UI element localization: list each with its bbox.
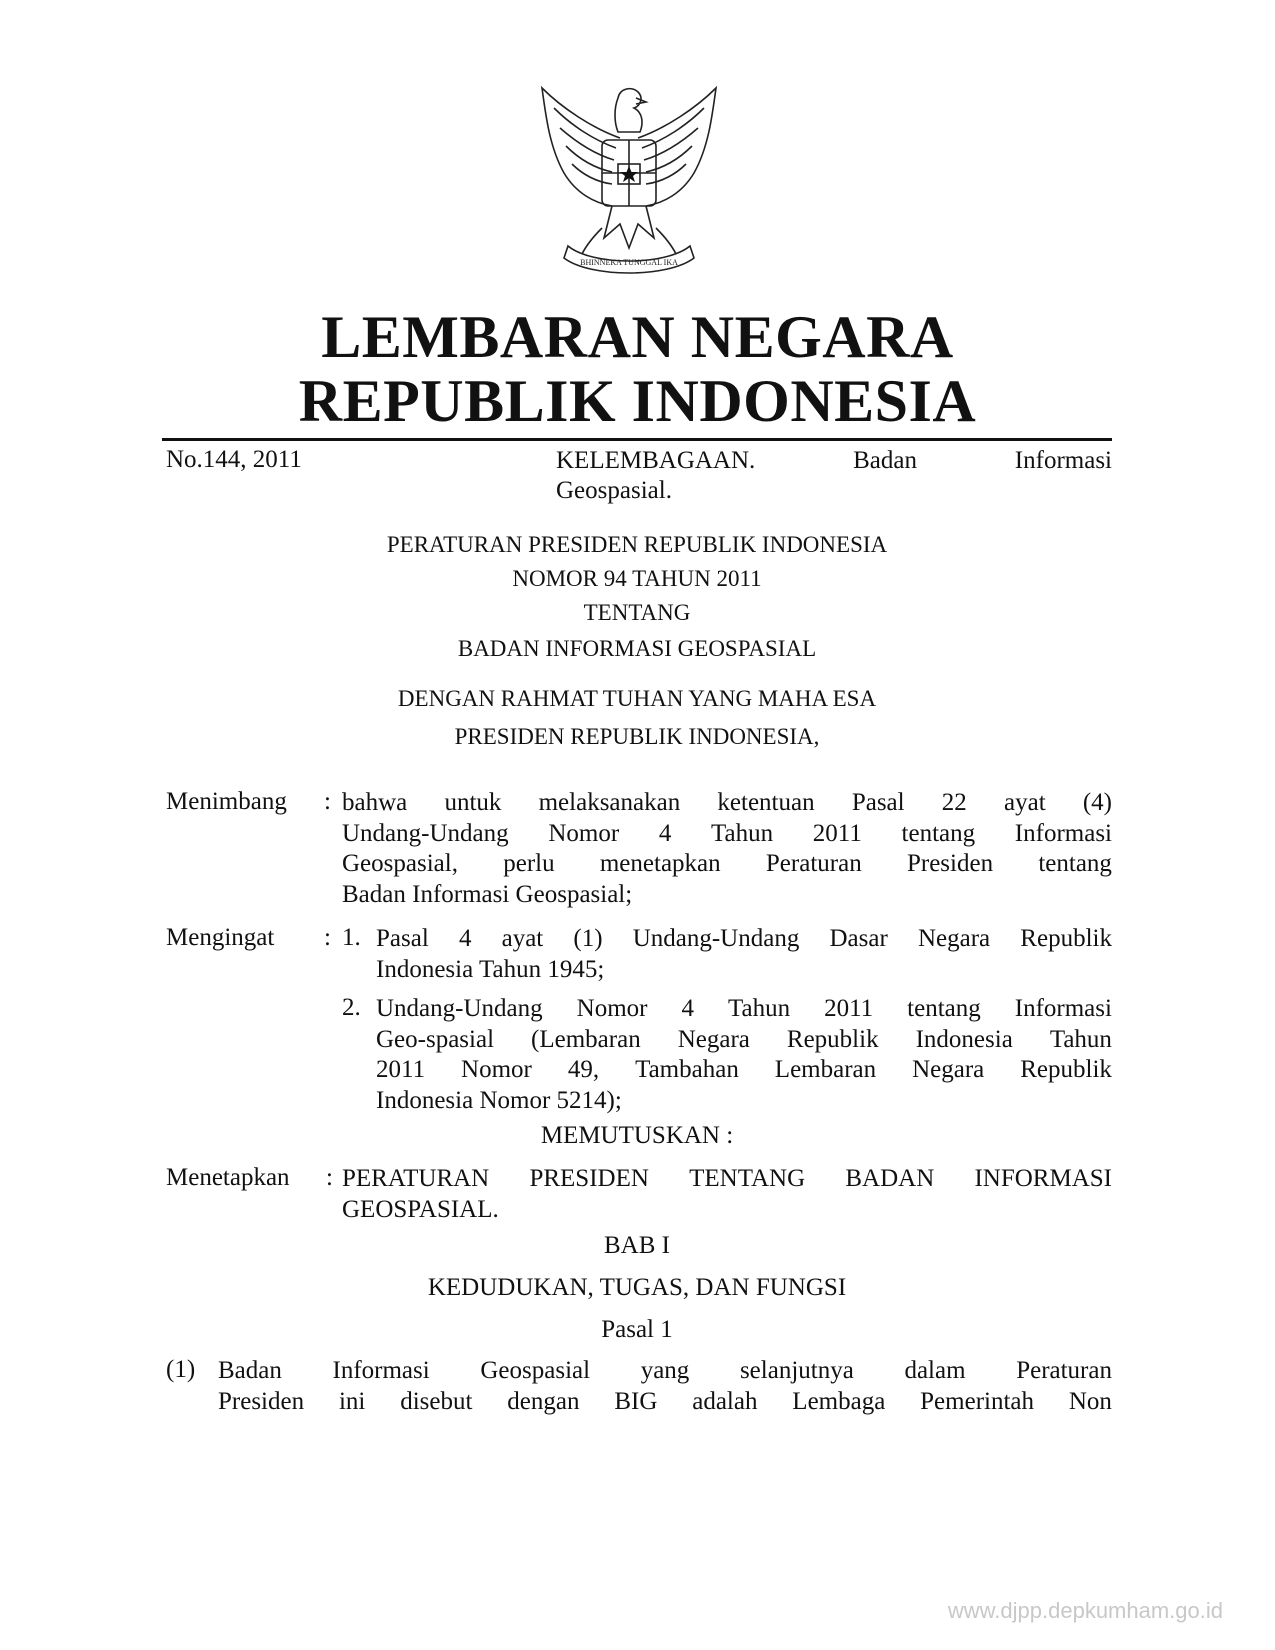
text-word: Non	[1068, 1387, 1112, 1415]
mengingat-line: Indonesia Nomor 5214);	[376, 1086, 622, 1114]
text-word: Undang-Undang	[342, 819, 509, 847]
pasal-text	[218, 1356, 1112, 1417]
text-word: Tahun	[1049, 1025, 1112, 1053]
text-word: Undang-Undang	[632, 925, 800, 952]
text-word: INFORMASI	[974, 1165, 1112, 1192]
pasal-line	[218, 1356, 1112, 1387]
text-word: Geospasial,	[342, 850, 458, 877]
text-word: 4	[458, 925, 472, 952]
text-word: Nomor	[576, 995, 648, 1022]
text-word: Informasi	[1014, 995, 1112, 1022]
text-word: tentang	[901, 819, 976, 847]
text-word: 4	[681, 995, 694, 1022]
garuda-pancasila-emblem-icon	[532, 78, 726, 278]
text-word: 2011	[812, 819, 862, 847]
text-word: Indonesia	[915, 1025, 1013, 1053]
text-word: (Lembaran	[531, 1025, 641, 1053]
text-word: selanjutnya	[739, 1357, 854, 1384]
text-word: Informasi	[332, 1357, 430, 1384]
text-word: TENTANG	[689, 1165, 806, 1192]
menimbang-line	[342, 788, 1112, 819]
text-word: tentang	[907, 995, 981, 1022]
issue-category-word: Informasi	[1014, 447, 1112, 474]
text-word: BADAN	[845, 1165, 935, 1192]
menimbang-line: Badan Informasi Geospasial;	[342, 880, 633, 908]
menimbang-colon: :	[324, 788, 331, 815]
menimbang-label: Menimbang	[166, 788, 287, 815]
text-word: dalam	[904, 1357, 966, 1384]
text-word: Negara	[912, 1056, 985, 1083]
text-word: 2011	[376, 1056, 426, 1083]
text-word: ayat	[1004, 789, 1046, 816]
text-word: melaksanakan	[538, 789, 681, 816]
text-word: Tahun	[727, 995, 791, 1022]
menetapkan-text	[342, 1164, 1112, 1225]
mengingat-line: Indonesia Tahun 1945;	[376, 955, 605, 983]
bab-title: BAB I	[604, 1232, 670, 1259]
text-word: yang	[640, 1357, 690, 1384]
text-word: Republik	[786, 1025, 879, 1053]
text-word: Lembaran	[774, 1056, 877, 1083]
mengingat-line	[376, 924, 1112, 955]
text-word: 2011	[824, 995, 874, 1022]
regulation-title: PERATURAN PRESIDEN REPUBLIK INDONESIA	[386, 532, 888, 557]
bab-subtitle: KEDUDUKAN, TUGAS, DAN FUNGSI	[427, 1274, 847, 1301]
menetapkan-line	[342, 1164, 1112, 1195]
text-word: BIG	[614, 1387, 658, 1415]
text-word: Dasar	[829, 925, 888, 952]
masthead-line2: REPUBLIK INDONESIA	[298, 368, 977, 434]
text-word: tentang	[1038, 850, 1112, 877]
menimbang-line	[342, 819, 1112, 850]
text-word: PERATURAN	[342, 1165, 490, 1192]
text-word: Negara	[917, 925, 991, 952]
text-word: Tahun	[710, 819, 774, 847]
regulation-issuer: PRESIDEN REPUBLIK INDONESIA,	[454, 724, 820, 749]
text-word: Peraturan	[765, 850, 862, 877]
mengingat-item-2	[376, 994, 1112, 1116]
masthead-divider	[162, 438, 1112, 441]
ayat-number: (1)	[166, 1356, 196, 1383]
menetapkan-label: Menetapkan	[166, 1164, 290, 1191]
issue-category	[556, 446, 1112, 506]
pasal-title: Pasal 1	[601, 1316, 673, 1343]
text-word: Informasi	[1014, 819, 1112, 847]
text-word: perlu	[503, 850, 555, 877]
menetapkan-line: GEOSPASIAL.	[342, 1195, 499, 1223]
mengingat-line	[376, 1025, 1112, 1056]
emblem-motto: BHINNEKA TUNGGAL IKA	[580, 258, 678, 267]
mengingat-item-number: 1.	[342, 924, 361, 951]
text-word: ini	[338, 1387, 366, 1415]
memutuskan-heading: MEMUTUSKAN :	[540, 1122, 734, 1149]
mengingat-label: Mengingat	[166, 924, 275, 951]
issue-category-word: Badan	[853, 447, 917, 474]
watermark-url: www.djpp.depkumham.go.id	[947, 1598, 1223, 1623]
text-word: Peraturan	[1016, 1357, 1112, 1384]
masthead-line1: LEMBARAN NEGARA	[321, 304, 954, 370]
text-word: Presiden	[218, 1387, 305, 1415]
mengingat-line	[376, 1055, 1112, 1086]
issue-category-word: KELEMBAGAAN.	[556, 447, 756, 474]
text-word: ayat	[501, 925, 544, 952]
menimbang-text	[342, 788, 1112, 910]
text-word: untuk	[444, 789, 502, 816]
text-word: Presiden	[906, 850, 994, 877]
text-word: disebut	[400, 1387, 473, 1415]
text-word: Republik	[1020, 925, 1112, 952]
pasal-line	[218, 1387, 1112, 1418]
regulation-number: NOMOR 94 TAHUN 2011	[512, 566, 762, 591]
text-word: Undang-Undang	[376, 995, 543, 1022]
text-word: 49,	[567, 1056, 600, 1083]
text-word: 4	[658, 819, 672, 847]
issue-category-line2: Geospasial.	[556, 477, 672, 504]
regulation-invocation: DENGAN RAHMAT TUHAN YANG MAHA ESA	[397, 686, 877, 711]
text-word: Geo-spasial	[376, 1025, 495, 1053]
text-word: Tambahan	[635, 1056, 739, 1083]
text-word: (1)	[573, 925, 603, 952]
text-word: Pasal	[376, 925, 429, 952]
regulation-tentang: TENTANG	[583, 600, 691, 625]
menimbang-line	[342, 849, 1112, 880]
text-word: 22	[941, 789, 967, 816]
text-word: Negara	[677, 1025, 750, 1053]
text-word: Republik	[1020, 1056, 1112, 1083]
mengingat-item-number: 2.	[342, 994, 361, 1021]
text-word: Nomor	[548, 819, 620, 847]
text-word: ketentuan	[717, 789, 815, 816]
text-word: Lembaga	[792, 1387, 886, 1415]
issue-number: No.144, 2011	[166, 446, 302, 473]
text-word: (4)	[1082, 789, 1112, 816]
text-word: menetapkan	[599, 850, 721, 877]
text-word: Nomor	[461, 1056, 532, 1083]
regulation-subject: BADAN INFORMASI GEOSPASIAL	[457, 636, 817, 661]
menetapkan-colon: :	[326, 1164, 333, 1191]
text-word: dengan	[507, 1387, 580, 1415]
text-word: Pemerintah	[920, 1387, 1035, 1415]
text-word: Geospasial	[480, 1357, 591, 1384]
text-word: Pasal	[851, 789, 905, 816]
text-word: PRESIDEN	[529, 1165, 649, 1192]
text-word: Badan	[218, 1357, 282, 1384]
mengingat-item-1	[376, 924, 1112, 985]
mengingat-colon: :	[324, 924, 331, 951]
text-word: bahwa	[342, 789, 408, 816]
mengingat-line	[376, 994, 1112, 1025]
text-word: adalah	[692, 1387, 758, 1415]
